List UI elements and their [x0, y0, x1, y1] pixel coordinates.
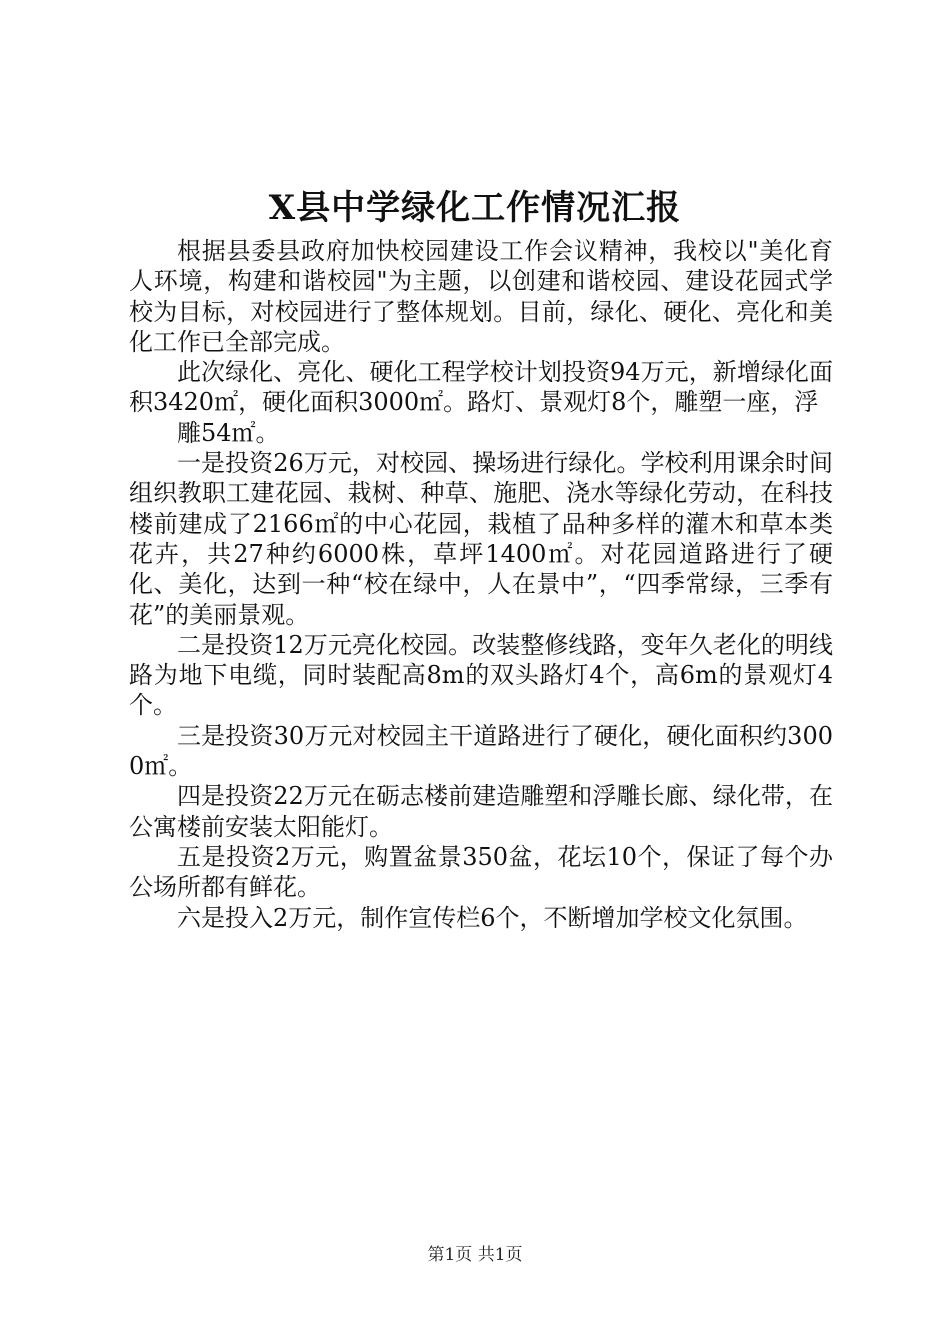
paragraph-item-two: 二是投资12万元亮化校园。改装整修线路，变年久老化的明线路为地下电缆，同时装配高8m的双头路灯4个，高6m的景观灯4个。	[129, 630, 833, 720]
paragraph-relief-area: 雕54㎡。	[177, 418, 280, 447]
document-body	[129, 236, 833, 933]
paragraph-item-three: 三是投资30万元对校园主干道路进行了硬化，硬化面积约3000㎡。	[129, 721, 833, 781]
paragraph-intro: 根据县委县政府加快校园建设工作会议精神，我校以"美化育人环境，构建和谐校园"为主题，以创建和谐校园、建设花园式学校为目标，对校园进行了整体规划。目前，绿化、硬化、亮化和美化工作已全部完成。	[129, 237, 833, 356]
page-footer: 第1页 共1页	[427, 1245, 523, 1265]
paragraph-item-six: 六是投入2万元，制作宣传栏6个，不断增加学校文化氛围。	[177, 903, 808, 932]
paragraph-item-one: 一是投资26万元，对校园、操场进行绿化。学校利用课余时间组织教职工建花园、栽树、种草、施肥、浇水等绿化劳动，在科技楼前建成了2166㎡的中心花园，栽植了品种多样的灌木和草本类花卉，共27种约6000株，草坪1400㎡。对花园道路进行了硬化、美化，达到一种“校在绿中，人在景中”，“四季常绿，三季有花”的美丽景观。	[129, 449, 833, 629]
paragraph-investment-summary: 此次绿化、亮化、硬化工程学校计划投资94万元，新增绿化面积3420㎡，硬化面积3000㎡。路灯、景观灯8个，雕塑一座，浮	[129, 358, 833, 417]
paragraph-item-five: 五是投资2万元，购置盆景350盆，花坛10个，保证了每个办公场所都有鲜花。	[129, 842, 833, 902]
document-title: X县中学绿化工作情况汇报	[268, 188, 682, 228]
paragraph-item-four: 四是投资22万元在砺志楼前建造雕塑和浮雕长廊、绿化带，在公寓楼前安装太阳能灯。	[129, 782, 833, 841]
